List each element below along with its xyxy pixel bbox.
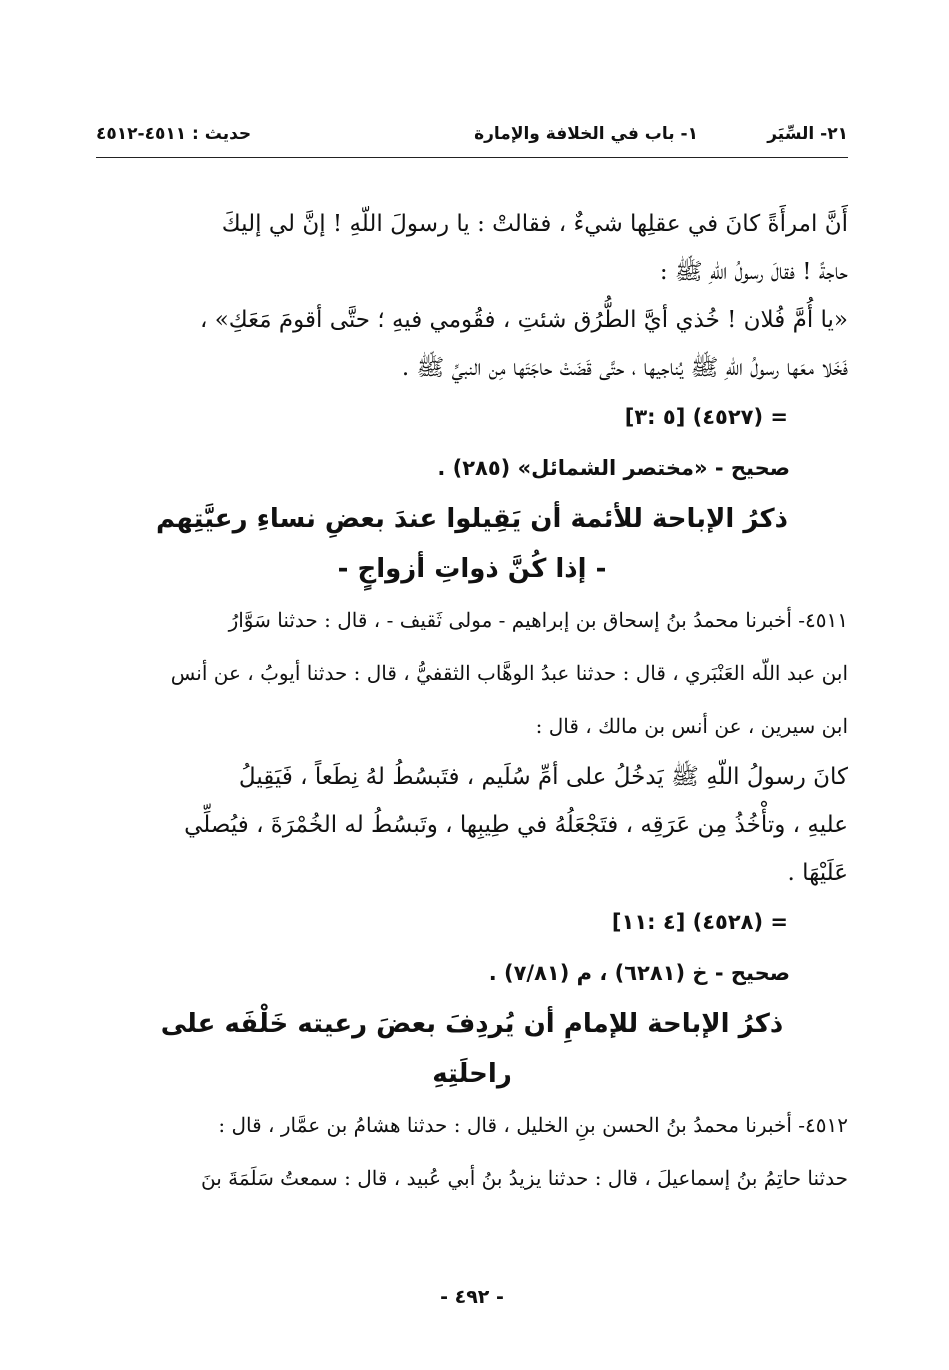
isnad-line: ابن سيرين ، عن أنس بن مالك ، قال : (535, 714, 848, 738)
text-line: حاجةً ! فقالَ رسولُ اللّهِ ﷺ : (659, 259, 848, 285)
chapter-title: ٢١- السِّيَر (767, 124, 848, 144)
section-heading: ذكرُ الإباحة للأئمة أن يَقِيلوا عندَ بعضِ نساءِ رعيَّتِهم (156, 504, 788, 534)
isnad-line: ٤٥١١- أخبرنا محمدُ بنُ إسحاق بن إبراهيم - مولى ثَقيف - ، قال : حدثنا سَوَّارُ (228, 608, 848, 632)
hadith-reference: = (٤٥٢٨) [٤ :١١] (611, 910, 788, 934)
hadith-grade: صحيح - خ (٦٢٨١) ، م (٧/٨١) . (488, 961, 790, 985)
page-header (96, 118, 848, 158)
page-number: - ٤٩٢ - (440, 1286, 504, 1308)
text-line: عَلَيْهَا . (787, 860, 848, 886)
isnad-line: حدثنا حاتِمُ بنُ إسماعيلَ ، قال : حدثنا يزيدُ بنُ أبي عُبيد ، قال : سمعتُ سَلَمَةَ بنَ (201, 1166, 848, 1190)
isnad-line: ابن عبد اللّه العَنْبَري ، قال : حدثنا عبدُ الوهَّاب الثقفيُّ ، قال : حدثنا أيوبُ ، عن أنس (170, 661, 848, 685)
text-line: «يا أُمَّ فُلان ! خُذي أيَّ الطُّرُق شئتِ ، فقُومي فيهِ ؛ حتَّى أقومَ مَعَكِ» ، (199, 307, 848, 333)
section-heading: - إذا كُنَّ ذواتِ أزواجٍ - (337, 554, 607, 584)
text-line: أَنَّ امرأَةً كانَ في عقلِها شيءٌ ، فقالتْ : يا رسولَ اللّهِ ! إنَّ لي إليكَ (221, 211, 848, 237)
text-line: فَخَلا معَها رسولُ اللّهِ ﷺ يُناجيها ، حتَّى قَضَتْ حاجَتَها مِن النبيِّ ﷺ . (401, 355, 848, 381)
header-rule (96, 157, 848, 158)
hadith-grade: صحيح - «مختصر الشمائل» (٢٨٥) . (437, 456, 790, 480)
text-line: عليهِ ، وتأْخُذُ مِن عَرَقِه ، فتَجْعَلُهُ في طِيبِها ، وتَبسُطُ له الخُمْرَةَ ، فيُصلِّي (184, 812, 848, 838)
page-body (96, 200, 848, 1205)
hadith-reference: = (٤٥٢٧) [٥ :٣] (624, 405, 788, 429)
section-title: ١- باب في الخلافة والإمارة (474, 124, 698, 144)
book-page (96, 118, 848, 1308)
isnad-line: ٤٥١٢- أخبرنا محمدُ بنُ الحسن بنِ الخليل ، قال : حدثنا هشامُ بن عمَّار ، قال : (218, 1113, 848, 1137)
hadith-range: حديث : ٤٥١١-٤٥١٢ (96, 124, 252, 144)
section-heading: ذكرُ الإباحة للإمامِ أن يُردِفَ بعضَ رعيته خَلْفَه على (160, 1009, 784, 1039)
text-line: كانَ رسولُ اللّهِ ﷺ يَدخُلُ على أمِّ سُلَيم ، فتَبسُطُ لهُ نِطَعاً ، فَيَقِيلُ (238, 764, 848, 790)
section-heading: راحلَتِهِ (432, 1059, 512, 1089)
